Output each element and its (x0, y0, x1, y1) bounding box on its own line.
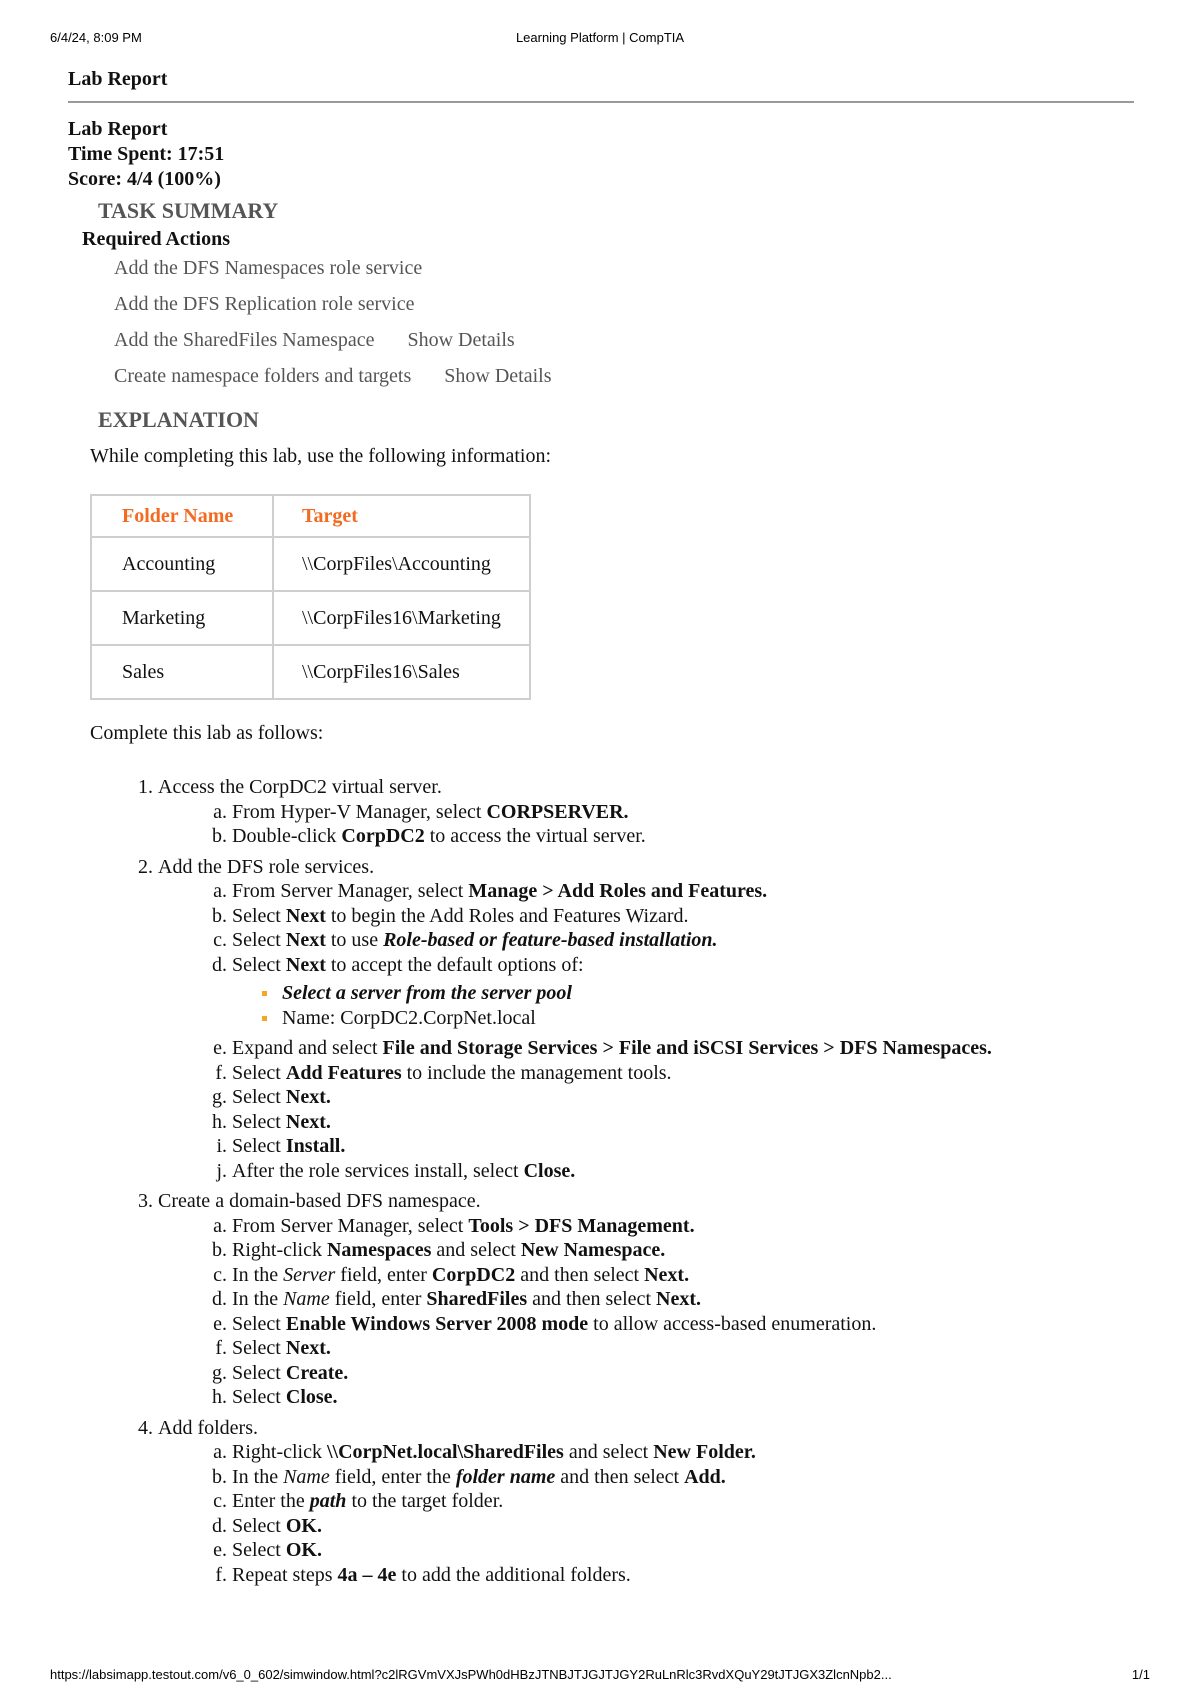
required-action (114, 253, 1138, 289)
substep-bold: OK. (285, 1514, 322, 1537)
substeps-list (158, 800, 1138, 849)
page-url: https://labsimapp.testout.com/v6_0_602/simwindow.html?c2lRGVmVXJsPWh0dHBzJTNBJTJGJTJGY2RuLnRlc3RvdXQuY29tJTJGX3ZlcnNpb2... (50, 1667, 892, 1682)
step-3 (158, 1189, 1138, 1410)
substep-text: to begin the Add Roles and Features Wizard. (325, 904, 689, 927)
substep-text: Select (232, 1061, 286, 1084)
table-row (91, 537, 530, 591)
substep-bold: Add. (684, 1465, 726, 1488)
substep (232, 953, 1138, 1031)
substep-text: Select (232, 1386, 286, 1408)
substep-text: to access the virtual server. (424, 825, 646, 847)
substep-text: field, enter (335, 1263, 432, 1286)
substep-bold: Next. (285, 1086, 331, 1108)
bullet-text: Name: CorpDC2.CorpNet.local (282, 1006, 536, 1029)
table-header-row (91, 495, 530, 537)
substep (232, 824, 1138, 849)
explanation-heading: EXPLANATION (98, 407, 259, 432)
substep-text: field, enter the (329, 1465, 456, 1488)
substep (232, 1361, 1138, 1386)
column-header-folder-name: Folder Name (91, 495, 273, 537)
substep-bold: \\CorpNet.local\SharedFiles (326, 1441, 564, 1463)
substep-bold-italic: Role-based or feature-based installation. (383, 929, 718, 951)
substep-text: Select (232, 1135, 286, 1157)
substep-text: and then select (527, 1288, 656, 1310)
folder-name-cell: Sales (91, 645, 273, 699)
show-details-link[interactable]: Show Details (407, 329, 515, 351)
substep (232, 1440, 1138, 1465)
substep-bold: Create. (285, 1361, 349, 1384)
action-label: Create namespace folders and targets (114, 365, 412, 387)
substep-text: to allow access-based enumeration. (588, 1312, 877, 1335)
step-title: Create a domain-based DFS namespace. (158, 1190, 481, 1212)
substep-bold: Next. (656, 1288, 701, 1310)
substep-text: and select (563, 1441, 654, 1463)
substep-text: Double-click (232, 825, 342, 847)
step-4 (158, 1416, 1138, 1588)
substep-bold: Enable Windows Server 2008 mode (285, 1312, 589, 1335)
steps-list (68, 775, 1138, 1587)
substep (232, 1110, 1138, 1135)
lab-report-document (68, 68, 1138, 1593)
substep-italic: Name (283, 1465, 330, 1488)
substep-bold: Manage > Add Roles and Features. (468, 880, 768, 902)
substep (232, 1538, 1138, 1563)
substep-text: and then select (555, 1465, 685, 1488)
required-action (114, 289, 1138, 325)
doc-title: Lab Report (68, 68, 1134, 103)
print-footer (50, 1667, 1150, 1685)
substep-bold: Next (285, 929, 326, 951)
score: Score: 4/4 (100%) (68, 168, 221, 190)
substep-bold: OK. (285, 1539, 322, 1561)
bullet-item (282, 1006, 1138, 1031)
substep-italic: Name (283, 1288, 330, 1310)
substep-text: Enter the (232, 1490, 310, 1512)
action-label: Add the DFS Replication role service (114, 293, 415, 315)
substep (232, 1514, 1138, 1539)
substep-bold: Close. (285, 1386, 338, 1408)
required-action (114, 325, 1138, 361)
substep-text: and select (431, 1239, 521, 1261)
substep-text: Right-click (232, 1441, 327, 1463)
explanation-intro: While completing this lab, use the following information: (90, 445, 552, 467)
substep-text: and then select (515, 1263, 645, 1286)
step-title: Access the CorpDC2 virtual server. (158, 776, 442, 798)
required-action (114, 361, 1138, 397)
substep-bold: Next. (285, 1337, 331, 1359)
print-date: 6/4/24, 8:09 PM (50, 30, 142, 45)
substep (232, 1134, 1138, 1159)
bullet-list (232, 981, 1138, 1030)
substep-bold-italic: path (309, 1490, 347, 1512)
substep-text: to use (325, 929, 384, 951)
substep-bold: Next. (644, 1263, 690, 1286)
folder-name-cell: Marketing (91, 591, 273, 645)
complete-instructions: Complete this lab as follows: (90, 722, 324, 744)
bullet-text: Select a server from the server pool (282, 982, 572, 1004)
substep (232, 1563, 1138, 1588)
step-title: Add the DFS role services. (158, 855, 375, 878)
substep-text: field, enter (329, 1288, 427, 1310)
substep (232, 904, 1138, 929)
substep (232, 1312, 1138, 1337)
substep-text: Select (232, 953, 286, 976)
substep-text: to accept the default options of: (325, 953, 584, 976)
substep-bold: Tools > DFS Management. (468, 1214, 695, 1237)
page-number: 1/1 (1131, 1667, 1150, 1682)
substep (232, 1287, 1138, 1312)
table-row (91, 591, 530, 645)
substeps-list (158, 1214, 1138, 1410)
step-title: Add folders. (158, 1416, 258, 1439)
substep (232, 1489, 1138, 1514)
meta-title: Lab Report (68, 118, 168, 140)
folder-target-table (90, 494, 531, 700)
substep-text: Select (232, 1086, 286, 1108)
substep (232, 1061, 1138, 1086)
substep-bold: Next. (285, 1110, 331, 1133)
substep (232, 800, 1138, 825)
substep (232, 1263, 1138, 1288)
target-cell: \\CorpFiles\Accounting (273, 537, 530, 591)
substep (232, 1214, 1138, 1239)
substep-text: In the (232, 1288, 284, 1310)
substep-text: to the target folder. (346, 1490, 504, 1512)
substeps-list (158, 1440, 1138, 1587)
step-1 (158, 775, 1138, 849)
substep-text: Select (232, 1361, 286, 1384)
substep-text: Select (232, 929, 286, 951)
substep (232, 1465, 1138, 1490)
column-header-target: Target (273, 495, 530, 537)
substep-bold: SharedFiles (426, 1288, 528, 1310)
bullet-item (282, 981, 1138, 1006)
substep (232, 1385, 1138, 1410)
folder-name-cell: Accounting (91, 537, 273, 591)
show-details-link[interactable]: Show Details (444, 365, 552, 387)
substep-text: From Hyper-V Manager, select (232, 800, 487, 823)
substep-text: Select (232, 1514, 286, 1537)
substep (232, 1085, 1138, 1110)
substep-bold: 4a – 4e (337, 1563, 397, 1586)
substep-bold: CorpDC2 (431, 1263, 516, 1286)
substep-bold: Install. (285, 1135, 346, 1157)
substep-text: Select (232, 904, 286, 927)
substep-bold: New Namespace. (520, 1239, 666, 1261)
substep-text: to include the management tools. (401, 1061, 672, 1084)
required-actions-title: Required Actions (82, 228, 230, 250)
substep-bold: Close. (523, 1159, 576, 1182)
substep-italic: Server (283, 1263, 336, 1286)
substeps-list (158, 879, 1138, 1183)
time-spent: Time Spent: 17:51 (68, 143, 225, 165)
substep (232, 879, 1138, 904)
action-label: Add the DFS Namespaces role service (114, 257, 423, 279)
substep (232, 1238, 1138, 1263)
substep (232, 1336, 1138, 1361)
step-2 (158, 855, 1138, 1184)
substep-text: Select (232, 1110, 286, 1133)
substep-bold: CORPSERVER. (486, 800, 629, 823)
substep-text: In the (232, 1465, 284, 1488)
substep-text: Expand and select (232, 1037, 383, 1059)
substep-bold: Next (285, 953, 326, 976)
substep-text: Select (232, 1312, 286, 1335)
target-cell: \\CorpFiles16\Marketing (273, 591, 530, 645)
substep-bold: Add Features (285, 1061, 402, 1084)
action-label: Add the SharedFiles Namespace (114, 329, 375, 351)
table-row (91, 645, 530, 699)
substep (232, 1036, 1138, 1061)
substep-text: Select (232, 1539, 286, 1561)
target-cell: \\CorpFiles16\Sales (273, 645, 530, 699)
substep-text: Select (232, 1337, 286, 1359)
substep-bold: File and Storage Services > File and iSCSI Services > DFS Namespaces. (382, 1037, 992, 1059)
substep-text: to add the additional folders. (396, 1563, 631, 1586)
task-summary-heading: TASK SUMMARY (98, 198, 279, 223)
substep (232, 928, 1138, 953)
substep-text: From Server Manager, select (232, 880, 469, 902)
substep-text: Right-click (232, 1239, 327, 1261)
print-header (50, 30, 1150, 48)
print-page-title: Learning Platform | CompTIA (515, 30, 685, 45)
substep-bold-italic: folder name (455, 1465, 556, 1488)
substep-text: After the role services install, select (232, 1159, 524, 1182)
substep-bold: Next (285, 904, 326, 927)
substep-bold: Namespaces (326, 1239, 432, 1261)
substep-text: From Server Manager, select (232, 1214, 469, 1237)
substep-bold: CorpDC2 (341, 825, 425, 847)
substep-text: Repeat steps (232, 1563, 338, 1586)
substep (232, 1159, 1138, 1184)
substep-text: In the (232, 1263, 284, 1286)
report-meta (68, 117, 1138, 192)
substep-bold: New Folder. (653, 1441, 756, 1463)
